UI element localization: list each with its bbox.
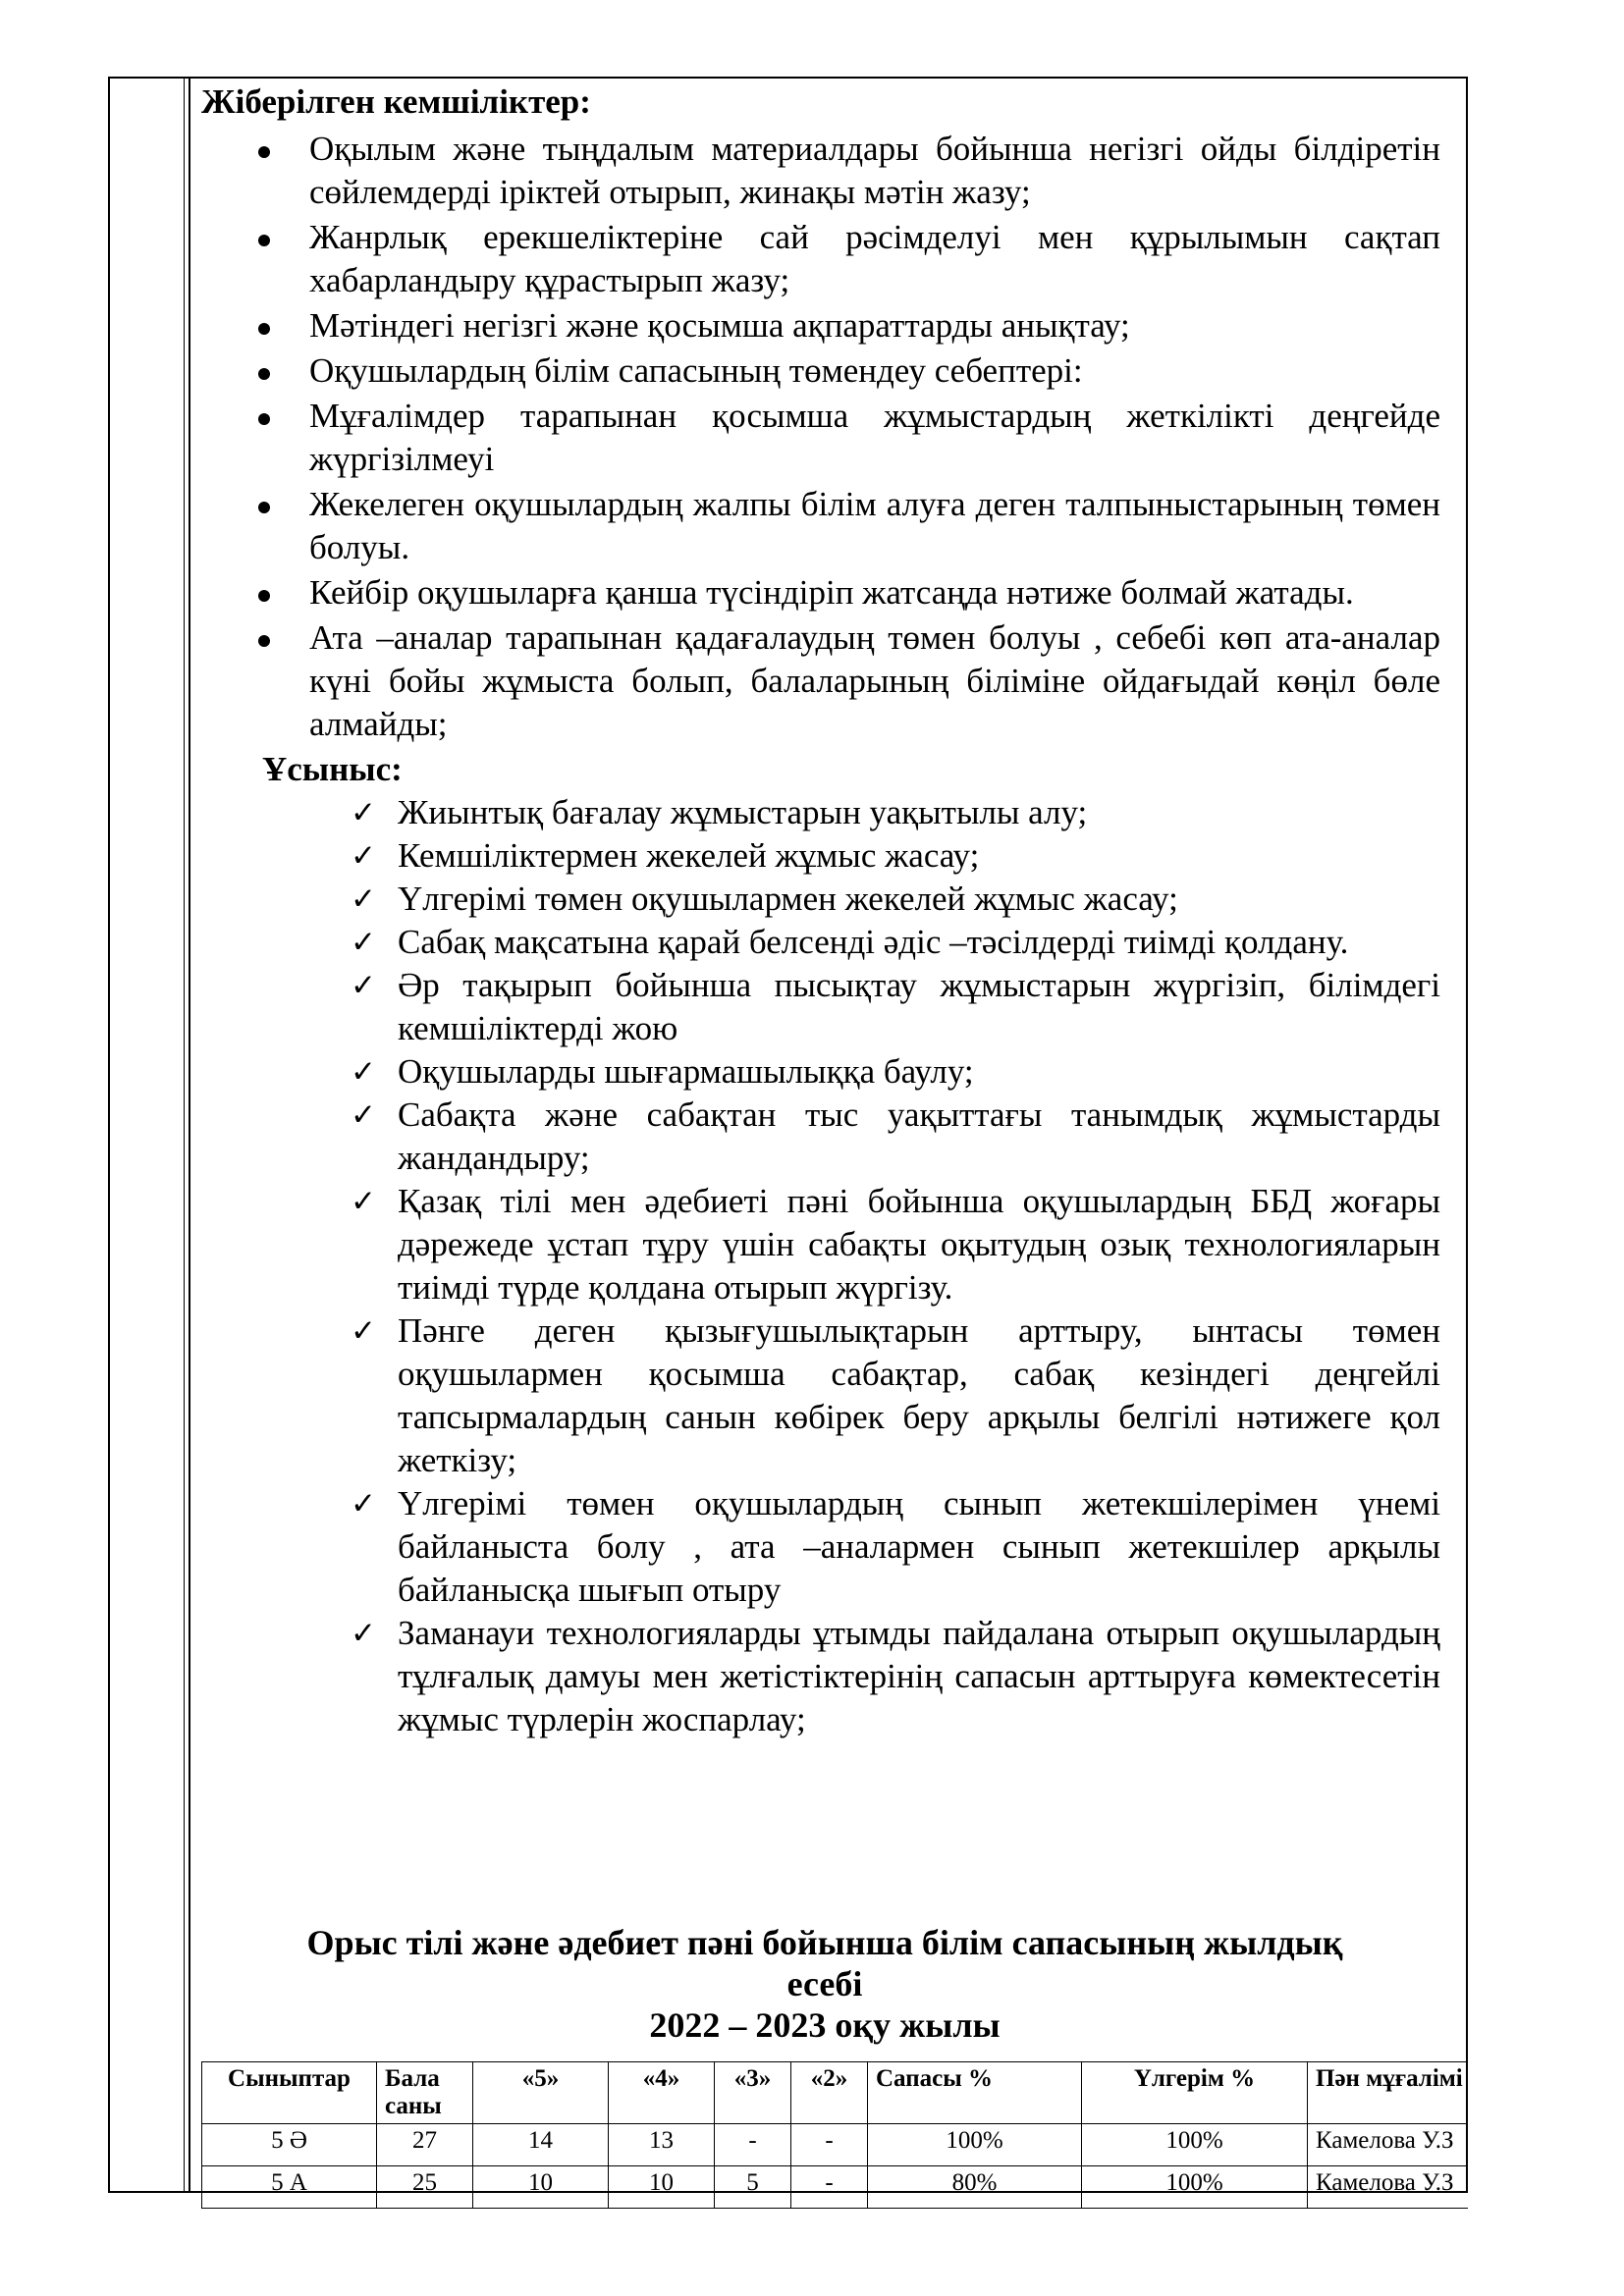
table-cell: - — [715, 2124, 791, 2166]
list-item: ✓ Кемшіліктермен жекелей жұмыс жасау; — [201, 834, 1448, 878]
checkmark-icon: ✓ — [351, 968, 376, 1003]
table-cell: Камелова У.З — [1308, 2124, 1469, 2166]
recommendations-list — [201, 791, 1448, 1741]
list-item: ✓ Қазақ тілі мен әдебиеті пәні бойынша оқушылардың ББД жоғары дәрежеде ұстап тұру үшін сабақты оқытудың озық технологияларын тиімді түрде қолдана отырып жүргізу. — [351, 1182, 1440, 1307]
header-cell: Сапасы % — [868, 2062, 1082, 2124]
list-item: Оқушылардың білім сапасының төмендеу себептері: — [201, 349, 1448, 393]
main-content — [201, 80, 1448, 1741]
checkmark-icon: ✓ — [351, 1313, 376, 1349]
list-item: Оқылым және тыңдалым материалдары бойынша негізгі ойды білдіретін сөйлемдерді іріктей отырып, жинақы мәтін жазу; — [201, 128, 1448, 214]
table-cell: Камелова У.З — [1308, 2166, 1469, 2209]
table-cell: 10 — [609, 2166, 715, 2209]
list-item: ✓ Пәнге деген қызығушылықтарын арттыру, ынтасы төмен оқушылармен қосымша сабақтар, сабақ кезіндегі деңгейлі тапсырмалардың санын көбірек беру арқылы белгілі нәтижеге қол жеткізу; — [351, 1311, 1440, 1479]
table-cell: - — [791, 2166, 868, 2209]
report-year: 2022 – 2023 оқу жылы — [649, 2005, 1001, 2045]
shortcomings-heading: Жіберілген кемшіліктер: — [201, 82, 591, 121]
table-cell: 5 Ә — [202, 2124, 377, 2166]
table-cell: 80% — [868, 2166, 1082, 2209]
checkmark-icon: ✓ — [351, 881, 376, 917]
checkmark-icon: ✓ — [351, 1097, 376, 1133]
list-item: Жекелеген оқушылардың жалпы білім алуға деген талпыныстарының төмен болуы. — [201, 483, 1448, 569]
table-cell: 25 — [377, 2166, 473, 2209]
header-cell: Үлгерім % — [1082, 2062, 1308, 2124]
table-cell: 100% — [868, 2124, 1082, 2166]
list-item: ✓ Сабақ мақсатына қарай белсенді әдіс –тәсілдерді тиімді қолдану. — [201, 921, 1448, 964]
list-item: ✓ Үлгерімі төмен оқушылардың сынып жетекшілерімен үнемі байланыста болу , ата –аналармен сынып жетекшілер арқылы байланысқа шығып отыру — [351, 1484, 1440, 1609]
checkmark-icon: ✓ — [351, 925, 376, 960]
table-cell: - — [791, 2124, 868, 2166]
table-header-row — [202, 2062, 1469, 2124]
header-cell: Пән мұғалімі — [1308, 2062, 1469, 2124]
checkmark-icon: ✓ — [351, 795, 376, 830]
table-cell: 5 — [715, 2166, 791, 2209]
table-cell: 10 — [473, 2166, 609, 2209]
bullet-icon — [258, 323, 270, 335]
list-item: ✓ Үлгерімі төмен оқушылармен жекелей жұмыс жасау; — [201, 878, 1448, 921]
header-cell: Бала саны — [377, 2062, 473, 2124]
checkmark-icon: ✓ — [351, 838, 376, 874]
header-cell: «3» — [715, 2062, 791, 2124]
table-cell: 14 — [473, 2124, 609, 2166]
left-margin-column — [110, 79, 190, 2191]
list-item: Жанрлық ерекшеліктеріне сай рәсімделуі мен құрылымын сақтап хабарландыру құрастырып жазу; — [201, 216, 1448, 302]
checkmark-icon: ✓ — [351, 1486, 376, 1522]
bullet-icon — [258, 146, 270, 158]
checkmark-icon: ✓ — [351, 1616, 376, 1651]
recommendations-heading: Ұсыныс: — [262, 750, 403, 788]
list-item: Кейбір оқушыларға қанша түсіндіріп жатсаңда нәтиже болмай жатады. — [201, 571, 1448, 614]
header-cell: «5» — [473, 2062, 609, 2124]
table-cell: 13 — [609, 2124, 715, 2166]
list-item: ✓ Әр тақырып бойынша пысықтау жұмыстарын жүргізіп, білімдегі кемшіліктерді жою — [351, 966, 1440, 1047]
table-row — [202, 2166, 1469, 2209]
list-item: ✓ Сабақта және сабақтан тыс уақыттағы танымдық жұмыстарды жандандыру; — [351, 1095, 1440, 1177]
table-row — [202, 2124, 1469, 2166]
report-title-block — [201, 1922, 1448, 2046]
checkmark-icon: ✓ — [351, 1054, 376, 1090]
header-cell: Сыныптар — [202, 2062, 377, 2124]
list-item: ✓ Заманауи технологияларды ұтымды пайдалана отырып оқушылардың тұлғалық дамуы мен жетістіктерінің сапасын арттыруға көмектесетін жұмыс түрлерін жоспарлау; — [351, 1614, 1440, 1738]
bullet-icon — [258, 590, 270, 602]
list-item: ✓ Оқушыларды шығармашылыққа баулу; — [201, 1050, 1448, 1094]
report-table — [201, 2061, 1468, 2209]
bullet-icon — [258, 635, 270, 647]
list-item: ✓ Жиынтық бағалау жұмыстарын уақытылы алу; — [201, 791, 1448, 834]
report-table-wrap — [201, 2061, 1468, 2209]
header-cell: «2» — [791, 2062, 868, 2124]
table-cell: 27 — [377, 2124, 473, 2166]
bullet-icon — [258, 413, 270, 425]
table-cell: 100% — [1082, 2166, 1308, 2209]
list-item: Мәтіндегі негізгі және қосымша ақпараттарды анықтау; — [201, 304, 1448, 347]
bullet-icon — [258, 235, 270, 246]
header-cell: «4» — [609, 2062, 715, 2124]
checkmark-icon: ✓ — [351, 1184, 376, 1219]
list-item: Ата –аналар тарапынан қадағалаудың төмен болуы , себебі көп ата-аналар күні бойы жұмыста болып, балаларының біліміне ойдағыдай көңіл бөле алмайды; — [201, 616, 1448, 746]
list-item: Мұғалімдер тарапынан қосымша жұмыстардың жеткілікті деңгейде жүргізілмеуі — [201, 395, 1448, 481]
table-cell: 5 А — [202, 2166, 377, 2209]
bullet-icon — [258, 368, 270, 380]
bullet-icon — [258, 502, 270, 513]
table-cell: 100% — [1082, 2124, 1308, 2166]
shortcomings-list — [201, 128, 1448, 746]
report-title: Орыс тілі және әдебиет пәні бойынша білім сапасының жылдық есебі — [306, 1923, 1343, 2003]
